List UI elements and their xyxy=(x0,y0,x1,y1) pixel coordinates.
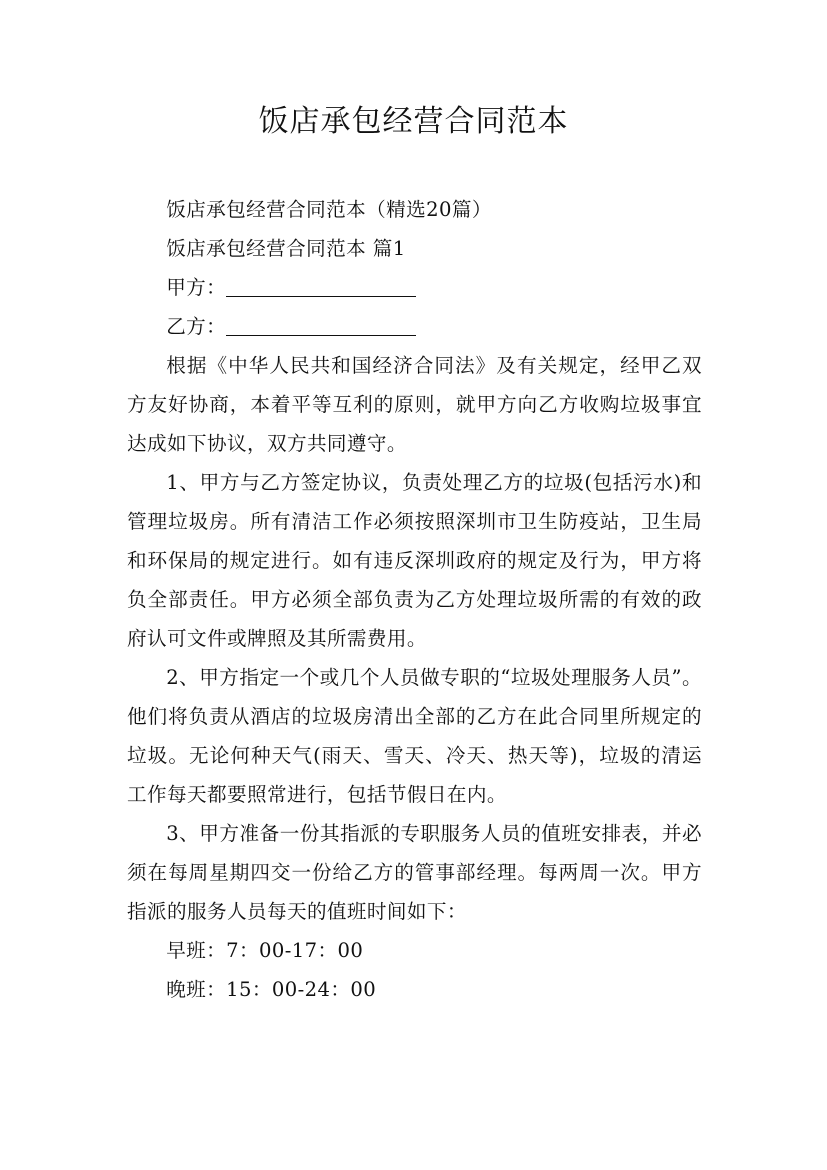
paragraph-morning-shift: 早班：7：00-17：00 xyxy=(166,939,364,962)
paragraph-clause-2: 2、甲方指定一个或几个人员做专职的“垃圾处理服务人员”。他们将负责从酒店的垃圾房清出全部的乙方在此合同里所规定的垃圾。无论何种天气(雨天、雪天、冷天、热天等)，垃圾的清运工作每天都要照常进行，包括节假日在内。 xyxy=(127,666,702,806)
paragraph-clause-1: 1、甲方与乙方签定协议，负责处理乙方的垃圾(包括污水)和管理垃圾房。所有清洁工作必须按照深圳市卫生防疫站，卫生局和环保局的规定进行。如有违反深圳政府的规定及行为，甲方将负全部责任。甲方必须全部负责为乙方处理垃圾所需的有效的政府认可文件或牌照及其所需费用。 xyxy=(127,471,702,650)
party-b-label: 乙方： xyxy=(166,315,227,338)
paragraph-subtitle: 饭店承包经营合同范本（精选20篇） xyxy=(166,198,492,221)
party-a-label: 甲方： xyxy=(166,276,227,299)
party-a-line xyxy=(127,268,702,307)
paragraph-preamble: 根据《中华人民共和国经济合同法》及有关规定，经甲乙双方友好协商，本着平等互利的原则，就甲方向乙方收购垃圾事宜达成如下协议，双方共同遵守。 xyxy=(127,354,702,455)
paragraph-evening-shift: 晚班：15：00-24：00 xyxy=(166,978,377,1001)
paragraph-clause-3: 3、甲方准备一份其指派的专职服务人员的值班安排表，并必须在每周星期四交一份给乙方的管事部经理。每两周一次。甲方指派的服务人员每天的值班时间如下： xyxy=(127,822,702,923)
party-b-line xyxy=(127,307,702,346)
paragraph-section-heading: 饭店承包经营合同范本 篇1 xyxy=(166,237,406,260)
document-title: 饭店承包经营合同范本 xyxy=(258,104,569,139)
party-a-blank xyxy=(226,274,416,297)
document-body xyxy=(127,190,702,1009)
party-b-blank xyxy=(226,313,416,336)
